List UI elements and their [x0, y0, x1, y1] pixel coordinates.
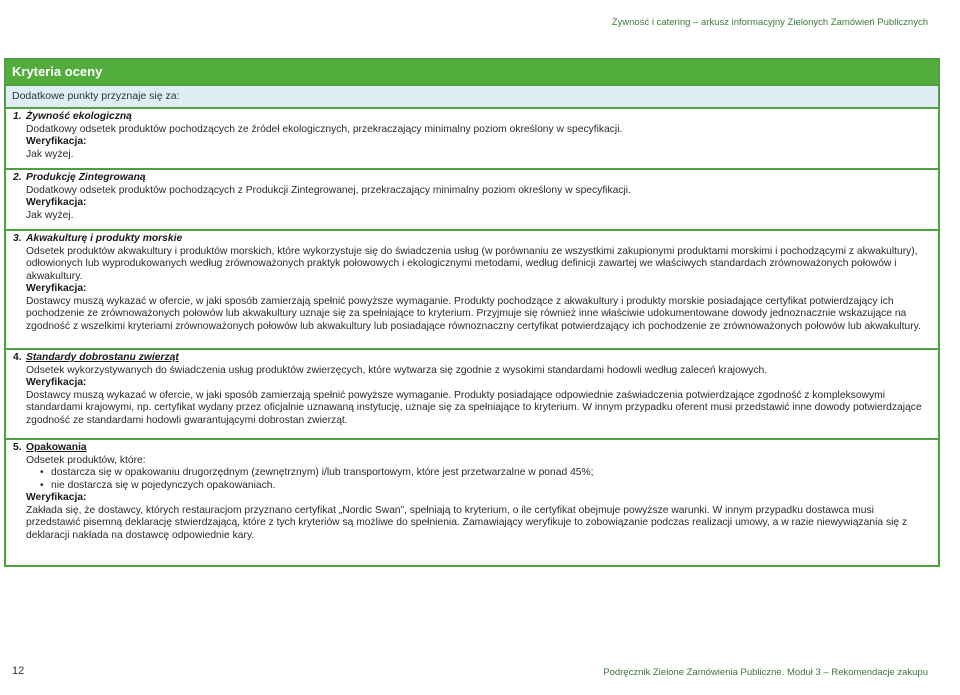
criterion-1	[6, 109, 938, 170]
criterion-number: 1.	[13, 111, 22, 122]
criteria-box	[4, 58, 940, 567]
verification-text: Dostawcy muszą wykazać w ofercie, w jaki sposób zamierzają spełnić powyższe wymaganie. Produkty posiadające odpowiednie zaświadczenia potwierdzające zgodność z kompleksowymi standardami krajowymi, np. certyfikat wydany przez oficjalnie uznawaną instytucję, uznaje się za spełniające to kryterium. W innym przypadku oferent musi przedstawić inne dowody potwierdzające zgodność ze standardami hodowli gwarantującymi dobrostan zwierząt.	[26, 389, 922, 426]
criterion-title: Standardy dobrostanu zwierząt	[26, 352, 179, 363]
criterion-2	[6, 170, 938, 231]
box-title: Kryteria oceny	[6, 60, 938, 86]
verification-label: Weryfikacja:	[26, 492, 87, 503]
criterion-description: Odsetek produktów akwakultury i produktów morskich, które wykorzystuje się do świadczenia usług (w porównaniu ze wszystkimi zakupionymi produktami morskimi i pochodzącymi z akwakultury), odłowionych lub wyprodukowanych według zrównoważonych praktyk połowowych i ekologicznymi metodami, według definicji zawartej we właściwych standardach zrównoważonych połowów i akwakultury.	[26, 245, 918, 282]
verification-text: Jak wyżej.	[26, 148, 74, 160]
verification-text: Dostawcy muszą wykazać w ofercie, w jaki sposób zamierzają spełnić powyższe wymaganie. Produkty pochodzące z akwakultury i produkty morskie posiadające certyfikat potwierdzający ich pochodzenie ze zrównoważonych połowów lub akwakultury uznaje się za spełniające to kryterium. Przyjmuje się również inne właściwie udokumentowane dowody jednoznacznie wskazujące na zgodność z wszelkimi kryteriami zrównoważonych połowów lub akwakultury lub posiadające równoznaczny certyfikat potwierdzający ich pochodzenie ze zrównoważonych połowów lub akwakultury.	[26, 295, 921, 332]
verification-label: Weryfikacja:	[26, 283, 87, 294]
box-intro: Dodatkowe punkty przyznaje się za:	[6, 86, 938, 109]
criterion-number: 2.	[13, 172, 22, 183]
criterion-description: Odsetek wykorzystywanych do świadczenia usług produktów zwierzęcych, które wytwarza się zgodnie z wysokimi standardami hodowli według zaleceń krajowych.	[26, 364, 768, 376]
criterion-number: 4.	[13, 352, 22, 363]
running-footer: Podręcznik Zielone Zamówienia Publiczne. Moduł 3 – Rekomendacje zakupu	[603, 667, 928, 678]
criterion-title: Opakowania	[26, 442, 87, 453]
criterion-3	[6, 231, 938, 350]
verification-text: Zakłada się, że dostawcy, których restauracjom przyznano certyfikat „Nordic Swan”, spełniają to kryterium, o ile certyfikat obejmuje powyższe warunki. W innym przypadku dostawca musi przedstawić pisemną deklarację stwierdzającą, które z tych kryteriów są możliwe do spełnienia. Zamawiający weryfikuje to zobowiązanie podczas realizacji umowy, a w razie niewywiązania się z deklaracji nakłada na dostawcę odpowiednie kary.	[26, 504, 908, 541]
criterion-number: 5.	[13, 442, 22, 453]
criterion-5	[6, 440, 938, 557]
page-number: 12	[12, 665, 25, 677]
criterion-4	[6, 350, 938, 440]
list-item: • nie dostarcza się w pojedynczych opakowaniach.	[26, 480, 930, 493]
criterion-description: Odsetek produktów, które:	[26, 454, 146, 466]
criterion-description: Dodatkowy odsetek produktów pochodzących z Produkcji Zintegrowanej, przekraczający minimalny poziom określony w specyfikacji.	[26, 184, 631, 196]
verification-label: Weryfikacja:	[26, 197, 87, 208]
criterion-title: Akwakulturę i produkty morskie	[26, 233, 183, 244]
verification-label: Weryfikacja:	[26, 377, 87, 388]
criterion-bullet-list	[26, 467, 930, 492]
list-item: • dostarcza się w opakowaniu drugorzędnym (zewnętrznym) i/lub transportowym, które jest przetwarzalne w ponad 45%;	[26, 467, 930, 480]
verification-label: Weryfikacja:	[26, 136, 87, 147]
verification-text: Jak wyżej.	[26, 209, 74, 221]
running-header: Żywność i catering – arkusz informacyjny Zielonych Zamówień Publicznych	[611, 17, 928, 28]
criterion-title: Produkcję Zintegrowaną	[26, 172, 146, 183]
criterion-number: 3.	[13, 233, 22, 244]
criterion-description: Dodatkowy odsetek produktów pochodzących ze źródeł ekologicznych, przekraczający minimalny poziom określony w specyfikacji.	[26, 123, 623, 135]
criterion-title: Żywność ekologiczną	[26, 111, 132, 122]
